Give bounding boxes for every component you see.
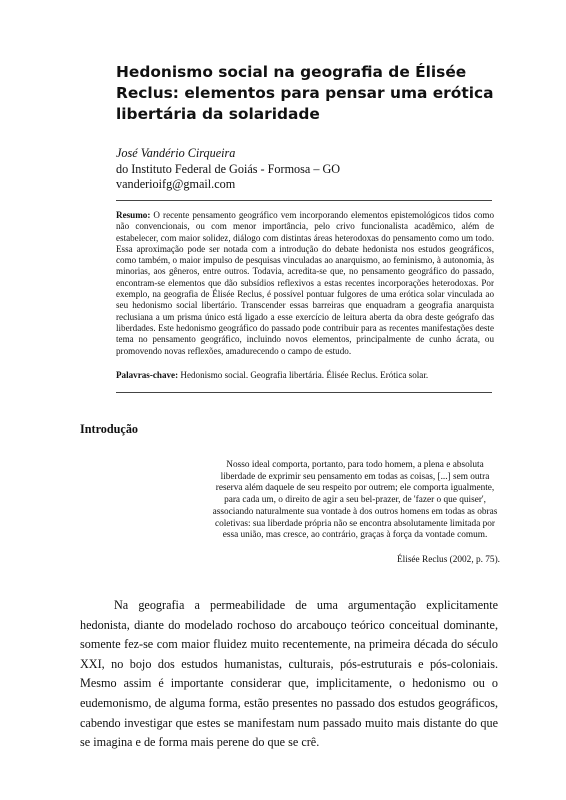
article-title: Hedonismo social na geografia de Élisée Reclus: elementos para pensar uma erótica libertária da solaridade xyxy=(116,63,494,123)
keywords-block xyxy=(116,370,494,381)
body-text xyxy=(80,596,498,753)
keywords-label: Palavras-chave: xyxy=(116,370,179,380)
body-paragraph: Na geografia a permeabilidade de uma argumentação explicitamente hedonista, diante do modelado rochoso do arcabouço teórico conceitual dominante, somente fez-se com maior fluidez muito recentemente, na primeira década do século XXI, no bojo dos estudos humanistas, culturais, pós-estruturais e pós-coloniais. Mesmo assim é importante considerar que, implicitamente, o hedonismo ou o eudemonismo, de alguma forma, estão presentes no passado dos estudos geográficos, cabendo investigar que estes se manifestam num passado muito mais distante do que se imagina e de forma mais perene do que se crê. xyxy=(80,598,498,750)
author-affiliation: do Instituto Federal de Goiás - Formosa – GO xyxy=(116,161,341,176)
author-name: José Vandério Cirqueira xyxy=(116,146,236,160)
epigraph-quote: Nosso ideal comporta, portanto, para todo homem, a plena e absoluta liberdade de exprimir seu pensamento em todas as coisas, [...] sem outra reserva além daquele de seu respeito por outrem; ele comporta igualmente, para cada um, o direito de agir a seu bel-prazer, de 'fazer o que quiser', associando naturalmente sua vontade à dos outros homens em todas as obras coletivas: sua liberdade própria não se encontra absolutamente limitada por essa união, mas cresce, ao contrário, graças à força da vontade comum. xyxy=(212,460,498,541)
abstract-label: Resumo: xyxy=(116,210,151,220)
bottom-divider xyxy=(116,392,492,393)
abstract-text: O recente pensamento geográfico vem incorporando elementos epistemológicos tidos como não convencionais, ou com menor importância, pelo crivo funcionalista acadêmico, além de estabelecer, com maior solidez, diálogo com distintas áreas heterodoxas do pensamento como um todo. Essa aproximação pode ser notada com a introdução do debate hedonista nos estudos geográficos, como também, o maior impulso de pesquisas vinculadas ao anarquismo, ao feminismo, à autonomia, às minorias, aos gêneros, entre outros. Todavia, acredita-se que, no pensamento geográfico do passado, encontram-se elementos que dão subsídios reflexivos a estas recentes incorporações heterodoxas. Por exemplo, na geografia de Élisée Reclus, é possível pontuar fulgores de uma erótica solar vinculada ao seu hedonismo social libertário. Transcender essas barreiras que enquadram a geografia anarquista reclusiana a um prisma único está ligado a esse exercício de leitura aberta da obra deste geógrafo das liberdades. Este hedonismo geográfico do passado pode contribuir para as recentes manifestações deste tema no pensamento geográfico, incluindo novos elementos, principalmente de cunho ácrata, ou promovendo novas reflexões, amadurecendo o campo de estudo. xyxy=(116,210,494,356)
section-heading: Introdução xyxy=(80,422,139,436)
author-email: vanderioifg@gmail.com xyxy=(116,177,236,192)
abstract-block xyxy=(116,210,494,357)
epigraph-citation: Élisée Reclus (2002, p. 75). xyxy=(396,555,500,565)
top-divider xyxy=(116,200,492,201)
keywords-text: Hedonismo social. Geografia libertária. Élisée Reclus. Erótica solar. xyxy=(180,370,429,380)
author-block xyxy=(116,146,496,193)
